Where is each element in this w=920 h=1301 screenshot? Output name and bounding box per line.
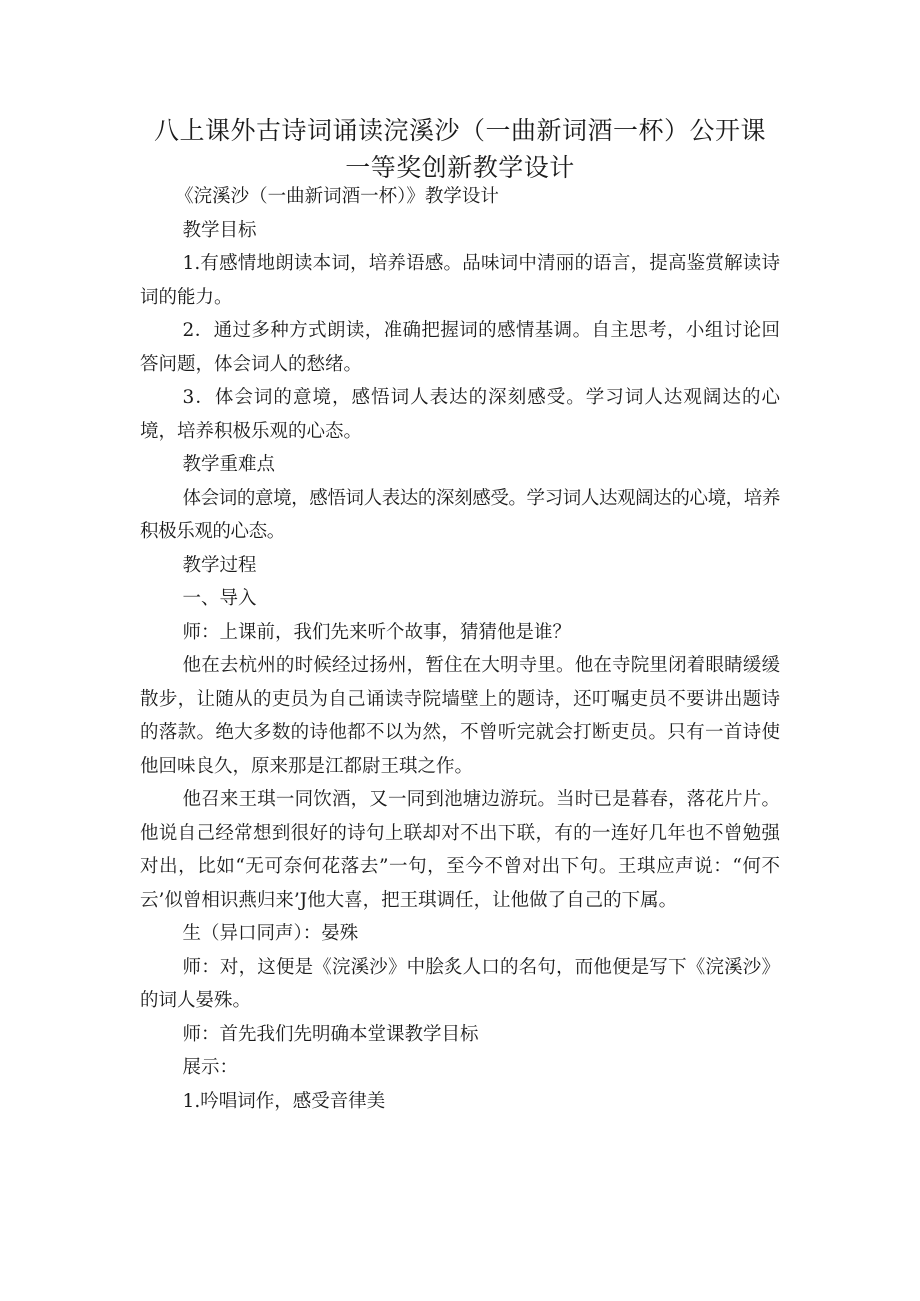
paragraph-teacher-confirm: 师：对，这便是《浣溪沙》中脍炙人口的名句，而他便是写下《浣溪沙》的词人晏殊。 — [140, 956, 780, 1011]
paragraph-teacher-question: 师：上课前，我们先来听个故事，猜猜他是谁？ — [182, 621, 572, 643]
lesson-plan-subtitle: 《浣溪沙（一曲新词酒一杯）》教学设计 — [175, 186, 499, 207]
document-body — [140, 180, 780, 1118]
display-item-1: 1.吟唱词作，感受音律美 — [182, 1090, 386, 1112]
section-heading-intro: 一、导入 — [182, 588, 257, 609]
section-heading-objectives: 教学目标 — [182, 219, 257, 241]
objective-item-2: 2．通过多种方式朗读，准确把握词的感情基调。自主思考，小组讨论回答问题，体会词人的愁绪。 — [140, 320, 780, 375]
title-line-1: 八上课外古诗词诵读浣溪沙（一曲新词酒一杯）公开课 — [153, 116, 766, 145]
paragraph-display-label: 展示： — [182, 1057, 239, 1078]
paragraph-story-2: 他召来王琪一同饮酒，又一同到池塘边游玩。当时已是暮春，落花片片。他说自己经常想到很好的诗句上联却对不出下联，有的一连好几年也不曾勉强对出，比如“无可奈何花落去”一句，至今不曾对出下句。王琪应声说：“何不云’似曾相识燕归来’J他大喜，把王琪调任，让他做了自己的下属。 — [140, 789, 780, 911]
paragraph-student-answer: 生（异口同声）：晏殊 — [182, 923, 359, 944]
document-title — [110, 112, 810, 186]
key-points-text: 体会词的意境，感悟词人表达的深刻感受。学习词人达观阔达的心境，培养积极乐观的心态。 — [140, 487, 780, 542]
paragraph-story-1: 他在去杭州的时候经过扬州，暂住在大明寺里。他在寺院里闭着眼睛缓缓散步，让随从的吏员为自己诵读寺院墙壁上的题诗，还叮嘱吏员不要讲出题诗的落款。绝大多数的诗他都不以为然，不曾听完就会打断吏员。只有一首诗使他回味良久，原来那是江都尉王琪之作。 — [140, 655, 780, 777]
paragraph-teacher-goals: 师：首先我们先明确本堂课教学目标 — [182, 1023, 479, 1045]
section-heading-key-points: 教学重难点 — [182, 454, 276, 475]
title-line-2: 一等奖创新教学设计 — [345, 153, 575, 182]
section-heading-process: 教学过程 — [182, 554, 257, 576]
objective-item-3: 3．体会词的意境，感悟词人表达的深刻感受。学习词人达观阔达的心境，培养积极乐观的心态。 — [140, 387, 780, 442]
objective-item-1: 1.有感情地朗读本词，培养语感。品味词中清丽的语言，提高鉴赏解读诗词的能力。 — [140, 253, 780, 308]
